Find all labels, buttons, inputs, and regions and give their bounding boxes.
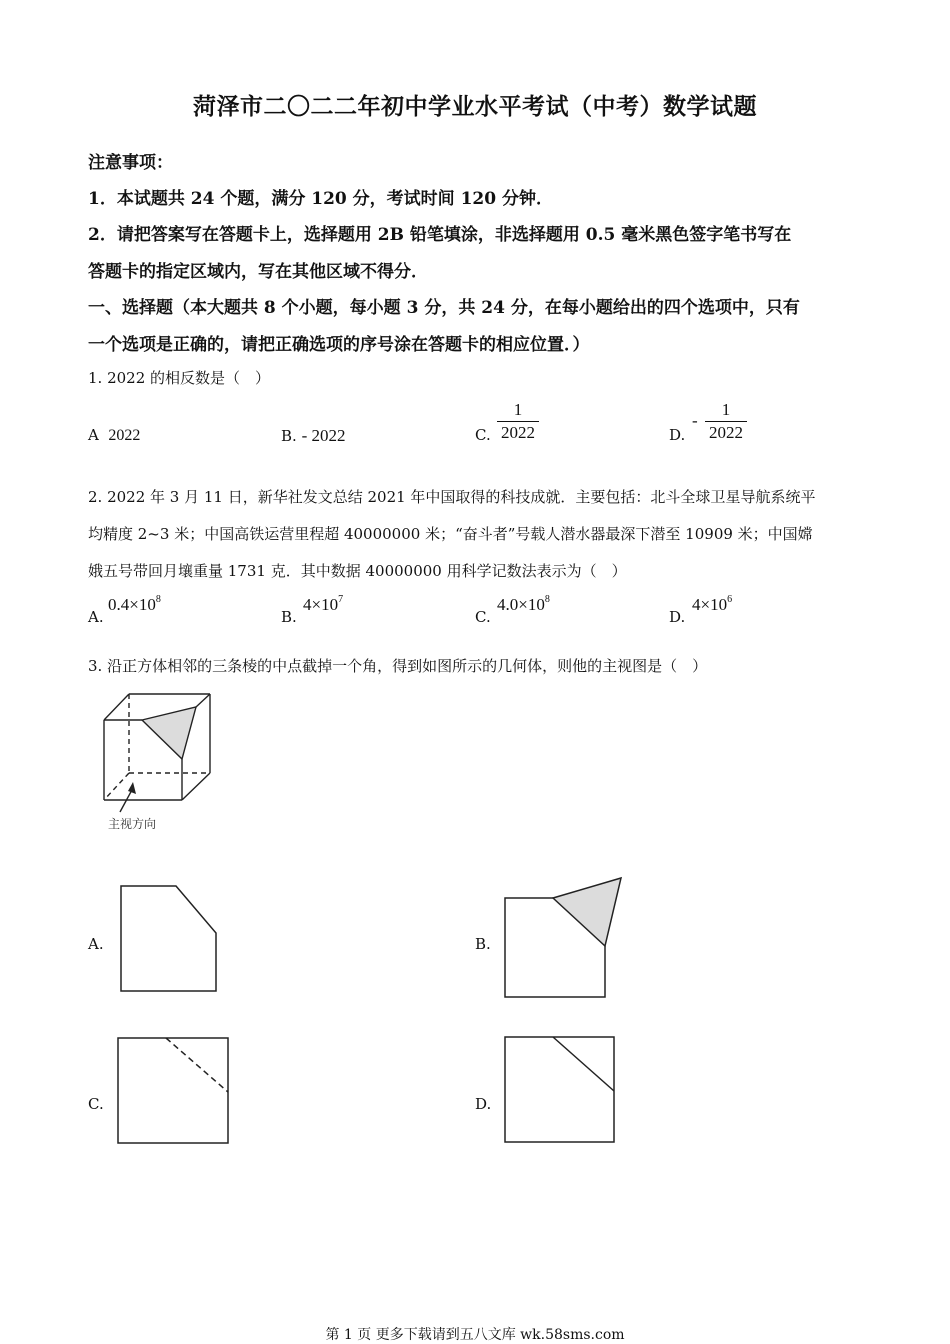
notice-item-2-line-2: 答题卡的指定区域内，写在其他区域不得分． — [88, 262, 428, 282]
q2-option-a-base: 0.4×10 — [108, 595, 156, 614]
q3-stem: 3. 沿正方体相邻的三条棱的中点截掉一个角，得到如图所示的几何体，则他的主视图是（ ） — [88, 657, 708, 675]
section-1-line-1: 一、选择题（本大题共 8 个小题，每小题 3 分，共 24 分，在每小题给出的四个选项中，只有 — [88, 298, 800, 318]
page-footer: 第 1 页 更多下载请到五八文库 wk.58sms.com — [325, 1327, 625, 1343]
page-title: 菏泽市二〇二二年初中学业水平考试（中考）数学试题 — [193, 93, 757, 120]
q1-option-d-sign: - — [692, 411, 698, 430]
q1-option-c-label: C. — [475, 426, 491, 444]
section-1-line-2: 一个选项是正确的，请把正确选项的序号涂在答题卡的相应位置．） — [88, 335, 590, 355]
q2-option-c-base: 4.0×10 — [497, 595, 545, 614]
q1-option-c-numerator: 1 — [513, 400, 523, 419]
q3-view-direction-label: 主视方向 — [108, 817, 157, 831]
q2-option-d-label: D. — [669, 608, 686, 626]
q1-option-a-label: A — [88, 426, 99, 444]
q1-option-d-label: D. — [669, 426, 686, 444]
q2-option-d-exponent: 6 — [727, 594, 733, 605]
q1-option-c-denominator: 2022 — [501, 423, 535, 442]
q2-option-c-label: C. — [475, 608, 491, 626]
notice-item-1: 1．本试题共 24 个题，满分 120 分，考试时间 120 分钟． — [88, 189, 553, 209]
q1-option-d-numerator: 1 — [721, 400, 731, 419]
q3-option-d-label: D. — [475, 1095, 492, 1113]
q1-option-a-value: 2022 — [108, 427, 141, 444]
notice-item-2-line-1: 2．请把答案写在答题卡上，选择题用 2B 铅笔填涂，非选择题用 0.5 毫米黑色签字笔书写在 — [88, 225, 792, 245]
q2-option-a-label: A. — [88, 608, 104, 626]
q1-option-d-denominator: 2022 — [709, 423, 743, 442]
q2-option-c-exponent: 8 — [544, 594, 550, 605]
q2-option-b-base: 4×10 — [303, 595, 339, 614]
q2-stem-line-2: 均精度 2~3 米；中国高铁运营里程超 40000000 米；“奋斗者”号载人潜水器最深下潜至 10909 米；中国嫦 — [88, 525, 813, 543]
q2-option-b-label: B. — [281, 608, 297, 626]
q3-option-a-label: A. — [88, 935, 104, 953]
q1-option-b-value: - 2022 — [301, 426, 346, 445]
q3-option-c-label: C. — [88, 1095, 104, 1113]
q3-option-b-label: B. — [475, 935, 491, 953]
q2-option-d-base: 4×10 — [692, 595, 728, 614]
q2-stem-line-3: 娥五号带回月壤重量 1731 克．其中数据 40000000 用科学记数法表示为（ ） — [88, 562, 627, 580]
notice-heading: 注意事项： — [88, 153, 173, 173]
q1-stem: 1. 2022 的相反数是（ ） — [88, 369, 271, 387]
q2-option-b-exponent: 7 — [338, 594, 344, 605]
q2-option-a-exponent: 8 — [155, 594, 161, 605]
q2-stem-line-1: 2. 2022 年 3 月 11 日，新华社发文总结 2021 年中国取得的科技成就．主要包括：北斗全球卫星导航系统平 — [88, 488, 816, 506]
q1-option-b-label: B. — [281, 427, 297, 445]
